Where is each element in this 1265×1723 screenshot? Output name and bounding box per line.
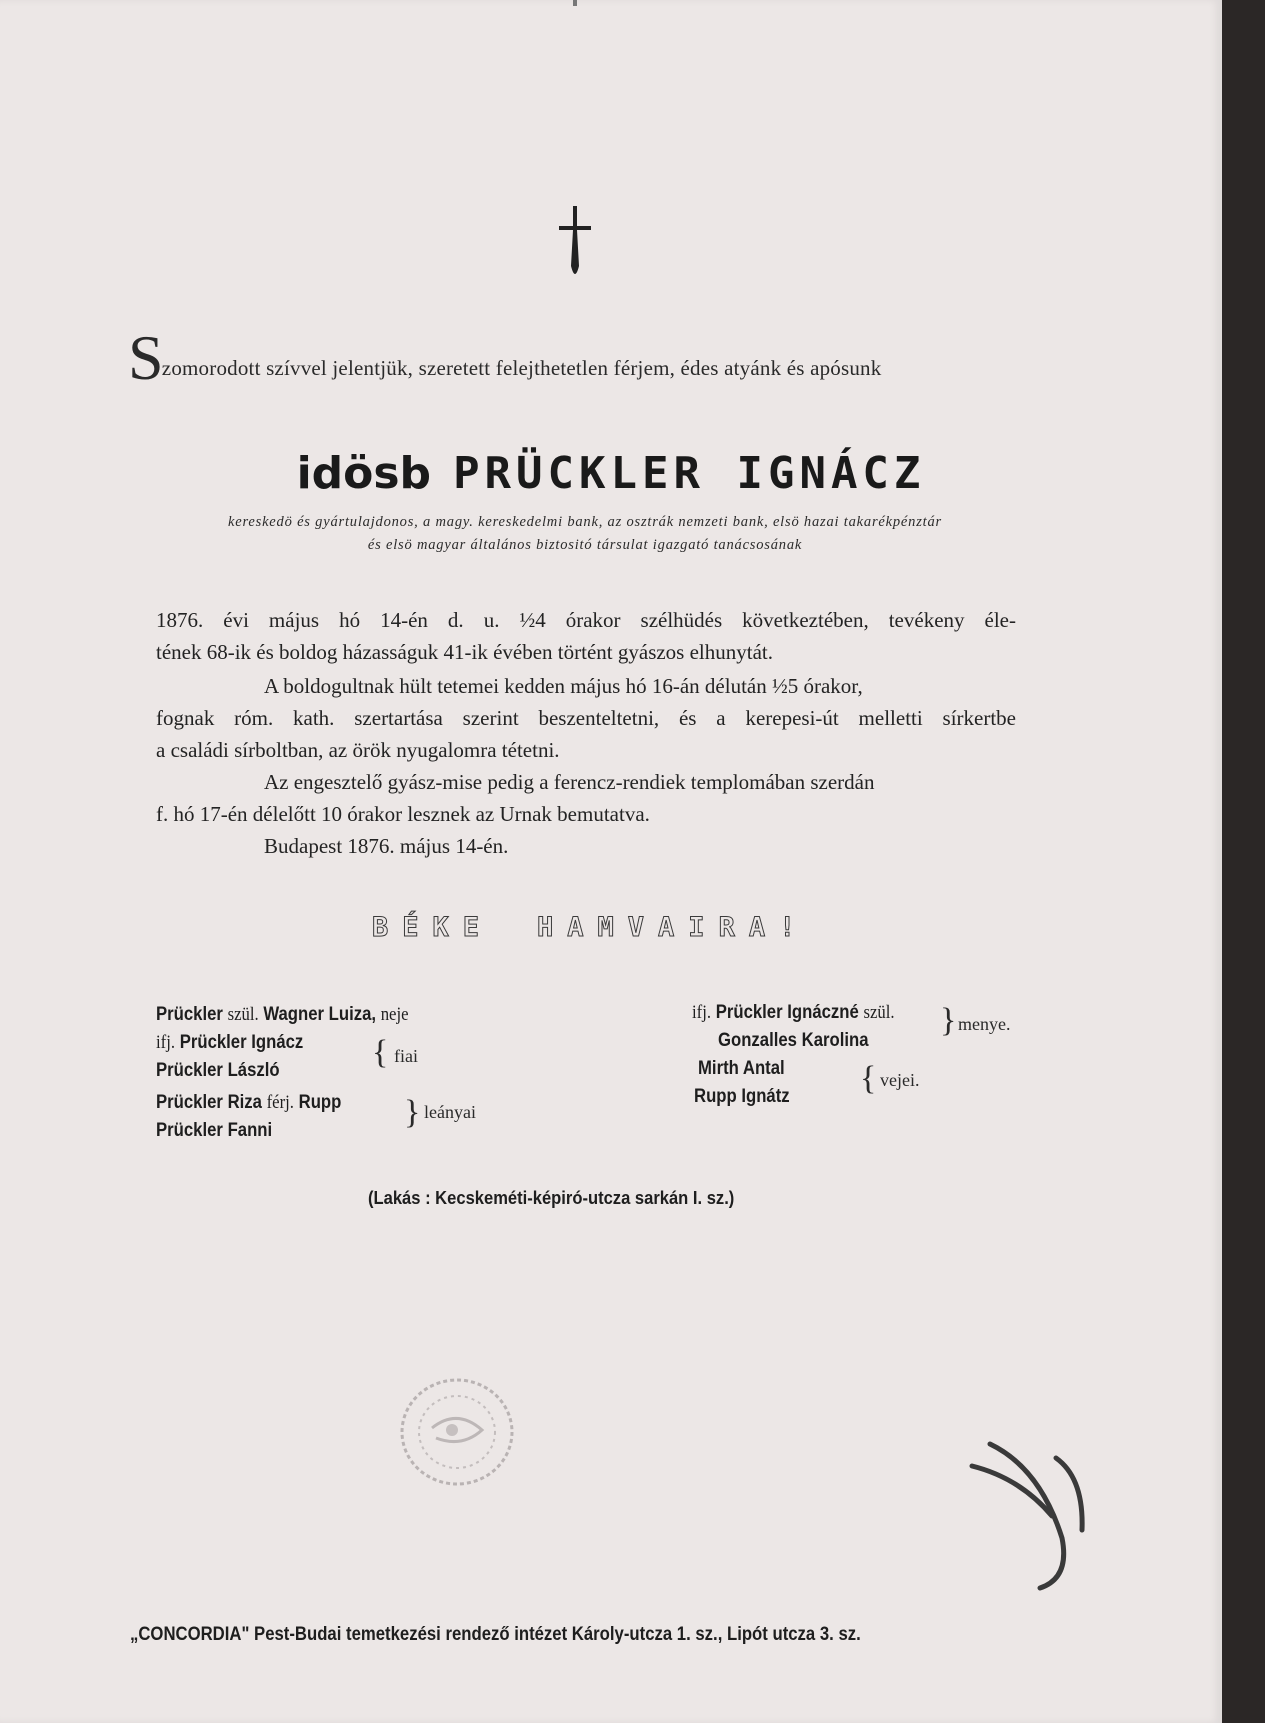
daughter-1-husband: Rupp	[298, 1092, 342, 1113]
intro-text: zomorodott szívvel jelentjük, szeretett felejthetetlen férjem, édes atyánk és apósunk	[161, 356, 882, 380]
family-son-in-law-1	[698, 1058, 785, 1080]
wife-surname: Prückler	[156, 1004, 223, 1025]
library-stamp-icon	[392, 1368, 522, 1496]
p1-line-1: 1876. évi május hó 14-én d. u. ½4 órakor szélhüdés következtében, tevékeny éle-	[156, 608, 1016, 632]
cross-icon	[555, 206, 595, 282]
p3-line-1: Az engesztelő gyász-mise pedig a ferencz-rendiek templomában szerdán	[264, 770, 875, 794]
family-son-2	[156, 1060, 280, 1082]
footer-undertaker: „CONCORDIA" Pest-Budai temetkezési rendező intézet Károly-utcza 1. sz., Lipót utcza 3. sz.	[130, 1624, 861, 1645]
family-daughter-2	[156, 1120, 272, 1142]
family-daughter-in-law-2	[718, 1030, 869, 1052]
dil-maiden-name: Gonzalles Karolina	[718, 1030, 869, 1051]
p3-line-2: f. hó 17-én délelőtt 10 órakor lesznek az Urnak bemutatva.	[156, 802, 650, 826]
p2-line-1: A boldogultnak hült tetemei kedden május hó 16-án délután ½5 órakor,	[264, 674, 863, 698]
handwritten-mark-icon	[960, 1438, 1100, 1598]
p2-line-3: a családi sírboltban, az örök nyugalomra tétetni.	[156, 738, 560, 762]
name-prefix: idösb	[296, 448, 432, 499]
margin-mark	[573, 0, 577, 6]
daughters-label: leányai	[424, 1102, 476, 1122]
dil-label: menye.	[958, 1014, 1011, 1034]
son-1-prefix: ifj.	[156, 1032, 176, 1053]
titles-line-1: kereskedö és gyártulajdonos, a magy. kereskedelmi bank, az osztrák nemzeti bank, elsö hazai takarékpénztár	[228, 514, 942, 530]
p1-line-2: tének 68-ik és boldog házasságuk 41-ik évében történt gyászos elhunytát.	[156, 640, 773, 664]
sil-label: vejei.	[880, 1070, 920, 1090]
address-line: (Lakás : Kecskeméti-képiró-utcza sarkán I. sz.)	[368, 1188, 735, 1208]
family-son-in-law-2	[694, 1086, 790, 1108]
date-line: Budapest 1876. május 14-én.	[264, 834, 509, 858]
paragraph-2	[156, 670, 1016, 766]
wife-maiden-name: Wagner Luiza,	[263, 1004, 377, 1025]
son-1-name: Prückler Ignácz	[179, 1032, 304, 1053]
intro-initial: S	[128, 322, 164, 393]
dil-brace: }	[940, 1002, 957, 1039]
wife-relation: neje	[380, 1004, 409, 1025]
sons-brace: {	[372, 1034, 389, 1071]
name-main: PRÜCKLER IGNÁCZ	[453, 448, 926, 499]
p2-line-2: fognak róm. kath. szertartása szerint beszenteltetni, és a kerepesi-út melletti sírkertbe	[156, 706, 1016, 730]
family-son-1	[156, 1032, 303, 1054]
titles-line-2: és elsö magyar általános biztositó társulat igazgató tanácsosának	[367, 537, 803, 553]
paragraph-1	[156, 604, 1016, 668]
peace-heading	[372, 912, 812, 943]
sil-brace: {	[860, 1060, 877, 1097]
sil-1-name: Mirth Antal	[698, 1058, 785, 1079]
paragraph-3	[156, 766, 1016, 862]
daughter-2-name: Prückler Fanni	[156, 1120, 273, 1141]
daughters-brace: }	[404, 1094, 421, 1131]
family-wife	[156, 1004, 409, 1026]
sons-label: fiai	[394, 1046, 418, 1066]
peace-word-1: BÉKE	[372, 912, 494, 943]
sil-2-name: Rupp Ignátz	[694, 1086, 790, 1107]
dil-name: Prückler Ignáczné	[715, 1002, 859, 1023]
dil-born-label: szül.	[863, 1002, 895, 1023]
intro-line	[128, 322, 1028, 393]
deceased-name	[0, 448, 1222, 499]
dil-prefix: ifj.	[692, 1002, 712, 1023]
family-daughter-1	[156, 1092, 341, 1114]
daughter-1-name: Prückler Riza	[156, 1092, 262, 1113]
wife-born-label: szül.	[227, 1004, 259, 1025]
son-2-name: Prückler László	[156, 1060, 280, 1081]
daughter-1-married-label: férj.	[266, 1092, 294, 1113]
peace-word-2: HAMVAIRA!	[537, 912, 810, 943]
family-daughter-in-law-1	[692, 1002, 895, 1024]
